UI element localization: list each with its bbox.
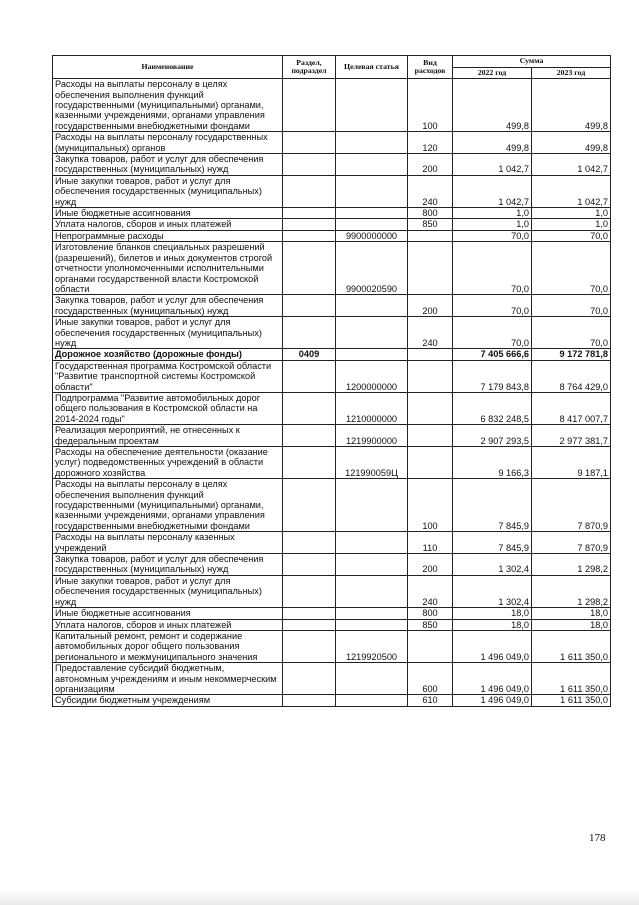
- row-name: Дорожное хозяйство (дорожные фонды): [53, 349, 283, 360]
- table-row: [53, 663, 611, 695]
- row-type: 200: [408, 154, 453, 176]
- table-row: [53, 349, 611, 360]
- table-row: [53, 608, 611, 619]
- row-sum-2022: 499,8: [453, 132, 532, 154]
- row-sum-2022: 1 496 049,0: [453, 663, 532, 695]
- row-target: [336, 575, 408, 607]
- row-target: 1210000000: [336, 392, 408, 424]
- row-sum-2023: 8 764 429,0: [532, 360, 611, 392]
- row-type: 200: [408, 554, 453, 576]
- row-sum-2022: 1 042,7: [453, 175, 532, 207]
- row-name: Государственная программа Костромской области "Развитие транспортной системы Костромской области": [53, 360, 283, 392]
- row-sum-2023: 1 611 350,0: [532, 630, 611, 662]
- row-target: 121990059Ц: [336, 447, 408, 479]
- row-sum-2023: 9 172 781,8: [532, 349, 611, 360]
- row-name: Расходы на выплаты персоналу в целях обеспечения выполнения функций государственными (муниципальными) органами, казенными учреждениями, органами управления государственными внебюджетными фондами: [53, 79, 283, 132]
- row-sum-2023: 70,0: [532, 242, 611, 295]
- header-year-2022: 2022 год: [453, 67, 532, 79]
- row-sum-2022: 9 166,3: [453, 447, 532, 479]
- row-sum-2022: 1 496 049,0: [453, 695, 532, 706]
- row-name: Иные закупки товаров, работ и услуг для обеспечения государственных (муниципальных) нужд: [53, 317, 283, 349]
- row-target: [336, 132, 408, 154]
- row-target: [336, 295, 408, 317]
- table-body: [53, 79, 611, 707]
- row-sum-2023: 18,0: [532, 608, 611, 619]
- row-name: Закупка товаров, работ и услуг для обеспечения государственных (муниципальных) нужд: [53, 554, 283, 576]
- row-name: Иные закупки товаров, работ и услуг для обеспечения государственных (муниципальных) нужд: [53, 175, 283, 207]
- row-name: Расходы на выплаты персоналу казенных учреждений: [53, 532, 283, 554]
- row-sum-2023: 1 611 350,0: [532, 663, 611, 695]
- row-target: [336, 79, 408, 132]
- row-sum-2022: 1 496 049,0: [453, 630, 532, 662]
- row-target: 1219900000: [336, 425, 408, 447]
- row-section: [283, 392, 336, 424]
- table-row: [53, 425, 611, 447]
- row-section: [283, 242, 336, 295]
- row-type: 100: [408, 79, 453, 132]
- table-row: [53, 479, 611, 532]
- row-name: Изготовление бланков специальных разрешений (разрешений), билетов и иных документов строгой отчетности уполномоченными исполнительными органами государственной власти Костромской области: [53, 242, 283, 295]
- row-sum-2022: 1 302,4: [453, 575, 532, 607]
- row-target: 1219920500: [336, 630, 408, 662]
- row-sum-2022: 2 907 293,5: [453, 425, 532, 447]
- row-target: [336, 317, 408, 349]
- table-row: [53, 132, 611, 154]
- row-section: [283, 208, 336, 219]
- row-target: [336, 479, 408, 532]
- table-header: [53, 56, 611, 79]
- row-section: [283, 360, 336, 392]
- row-sum-2023: 70,0: [532, 295, 611, 317]
- row-type: 610: [408, 695, 453, 706]
- row-sum-2023: 18,0: [532, 619, 611, 630]
- row-name: Предоставление субсидий бюджетным, автономным учреждениям и иным некоммерческим организациям: [53, 663, 283, 695]
- row-sum-2023: 8 417 007,7: [532, 392, 611, 424]
- row-sum-2023: 70,0: [532, 230, 611, 241]
- row-section: [283, 630, 336, 662]
- row-name: Расходы на обеспечение деятельности (оказание услуг) подведомственных учреждений в области дорожного хозяйства: [53, 447, 283, 479]
- row-target: [336, 608, 408, 619]
- budget-table: [52, 55, 611, 707]
- table-row: [53, 619, 611, 630]
- row-name: Иные закупки товаров, работ и услуг для обеспечения государственных (муниципальных) нужд: [53, 575, 283, 607]
- row-type: 600: [408, 663, 453, 695]
- row-name: Уплата налогов, сборов и иных платежей: [53, 219, 283, 230]
- row-target: [336, 619, 408, 630]
- row-sum-2023: 7 870,9: [532, 532, 611, 554]
- table-row: [53, 392, 611, 424]
- row-section: [283, 532, 336, 554]
- row-type: [408, 242, 453, 295]
- row-name: Реализация мероприятий, не отнесенных к федеральным проектам: [53, 425, 283, 447]
- page-number: 178: [589, 832, 606, 844]
- row-name: Расходы на выплаты персоналу в целях обеспечения выполнения функций государственными (муниципальными) органами, казенными учреждениями, органами управления государственными внебюджетными фондами: [53, 479, 283, 532]
- row-section: [283, 154, 336, 176]
- row-sum-2023: 70,0: [532, 317, 611, 349]
- row-name: Непрограммные расходы: [53, 230, 283, 241]
- row-sum-2023: 499,8: [532, 132, 611, 154]
- row-name: Капитальный ремонт, ремонт и содержание автомобильных дорог общего пользования регионального и межмуниципального значения: [53, 630, 283, 662]
- header-type: Вид расходов: [408, 56, 453, 79]
- row-sum-2022: 7 405 666,6: [453, 349, 532, 360]
- row-type: 120: [408, 132, 453, 154]
- row-sum-2022: 70,0: [453, 230, 532, 241]
- row-section: [283, 695, 336, 706]
- row-type: 240: [408, 575, 453, 607]
- row-type: [408, 447, 453, 479]
- row-type: 100: [408, 479, 453, 532]
- row-sum-2022: 1 302,4: [453, 554, 532, 576]
- row-type: 240: [408, 175, 453, 207]
- row-section: 0409: [283, 349, 336, 360]
- row-name: Уплата налогов, сборов и иных платежей: [53, 619, 283, 630]
- table-row: [53, 447, 611, 479]
- row-type: 800: [408, 608, 453, 619]
- row-sum-2023: 1 298,2: [532, 575, 611, 607]
- table-row: [53, 554, 611, 576]
- row-sum-2022: 7 179 843,8: [453, 360, 532, 392]
- row-sum-2022: 7 845,9: [453, 479, 532, 532]
- row-sum-2022: 499,8: [453, 79, 532, 132]
- header-sum: Сумма: [453, 56, 611, 68]
- row-type: 850: [408, 219, 453, 230]
- row-sum-2022: 70,0: [453, 295, 532, 317]
- row-section: [283, 554, 336, 576]
- row-type: 800: [408, 208, 453, 219]
- row-name: Подпрограмма "Развитие автомобильных дорог общего пользования в Костромской области на 2014-2024 годы": [53, 392, 283, 424]
- table-row: [53, 695, 611, 706]
- row-target: 1200000000: [336, 360, 408, 392]
- scan-bottom-edge: [0, 890, 639, 905]
- row-target: 9900020590: [336, 242, 408, 295]
- table-row: [53, 242, 611, 295]
- row-section: [283, 447, 336, 479]
- row-section: [283, 608, 336, 619]
- table-row: [53, 79, 611, 132]
- table-row: [53, 317, 611, 349]
- row-sum-2023: 1 042,7: [532, 154, 611, 176]
- table-row: [53, 175, 611, 207]
- table-row: [53, 295, 611, 317]
- row-type: 850: [408, 619, 453, 630]
- row-section: [283, 575, 336, 607]
- table-row: [53, 208, 611, 219]
- row-sum-2022: 7 845,9: [453, 532, 532, 554]
- header-year-2023: 2023 год: [532, 67, 611, 79]
- row-section: [283, 479, 336, 532]
- row-section: [283, 219, 336, 230]
- table-row: [53, 532, 611, 554]
- row-section: [283, 230, 336, 241]
- row-sum-2022: 18,0: [453, 608, 532, 619]
- row-section: [283, 295, 336, 317]
- row-sum-2023: 499,8: [532, 79, 611, 132]
- row-sum-2022: 1,0: [453, 208, 532, 219]
- row-name: Закупка товаров, работ и услуг для обеспечения государственных (муниципальных) нужд: [53, 295, 283, 317]
- row-sum-2022: 70,0: [453, 317, 532, 349]
- row-section: [283, 132, 336, 154]
- row-section: [283, 79, 336, 132]
- header-section: Раздел, подраздел: [283, 56, 336, 79]
- row-sum-2023: 7 870,9: [532, 479, 611, 532]
- row-type: [408, 392, 453, 424]
- row-type: [408, 425, 453, 447]
- row-section: [283, 317, 336, 349]
- row-section: [283, 175, 336, 207]
- row-name: Расходы на выплаты персоналу государственных (муниципальных) органов: [53, 132, 283, 154]
- row-type: [408, 230, 453, 241]
- row-type: [408, 349, 453, 360]
- row-sum-2022: 6 832 248,5: [453, 392, 532, 424]
- table-row: [53, 575, 611, 607]
- row-sum-2023: 1 611 350,0: [532, 695, 611, 706]
- row-target: [336, 154, 408, 176]
- row-type: 110: [408, 532, 453, 554]
- row-sum-2022: 70,0: [453, 242, 532, 295]
- table-row: [53, 630, 611, 662]
- row-sum-2022: 18,0: [453, 619, 532, 630]
- row-type: 240: [408, 317, 453, 349]
- table-row: [53, 154, 611, 176]
- row-type: [408, 360, 453, 392]
- row-section: [283, 663, 336, 695]
- row-target: [336, 663, 408, 695]
- row-target: [336, 208, 408, 219]
- table-row: [53, 219, 611, 230]
- header-name: Наименование: [53, 56, 283, 79]
- row-sum-2023: 1 298,2: [532, 554, 611, 576]
- header-target: Целевая статья: [336, 56, 408, 79]
- row-name: Иные бюджетные ассигнования: [53, 608, 283, 619]
- row-target: 9900000000: [336, 230, 408, 241]
- row-target: [336, 219, 408, 230]
- row-sum-2023: 9 187,1: [532, 447, 611, 479]
- row-target: [336, 532, 408, 554]
- row-sum-2023: 1,0: [532, 208, 611, 219]
- row-name: Субсидии бюджетным учреждениям: [53, 695, 283, 706]
- table-row: [53, 230, 611, 241]
- table-row: [53, 360, 611, 392]
- row-section: [283, 619, 336, 630]
- row-target: [336, 554, 408, 576]
- budget-sheet: [52, 55, 610, 707]
- row-name: Иные бюджетные ассигнования: [53, 208, 283, 219]
- row-name: Закупка товаров, работ и услуг для обеспечения государственных (муниципальных) нужд: [53, 154, 283, 176]
- row-target: [336, 175, 408, 207]
- row-sum-2022: 1 042,7: [453, 154, 532, 176]
- row-target: [336, 349, 408, 360]
- row-sum-2023: 1,0: [532, 219, 611, 230]
- row-type: 200: [408, 295, 453, 317]
- row-sum-2023: 2 977 381,7: [532, 425, 611, 447]
- row-target: [336, 695, 408, 706]
- row-type: [408, 630, 453, 662]
- row-sum-2022: 1,0: [453, 219, 532, 230]
- row-section: [283, 425, 336, 447]
- row-sum-2023: 1 042,7: [532, 175, 611, 207]
